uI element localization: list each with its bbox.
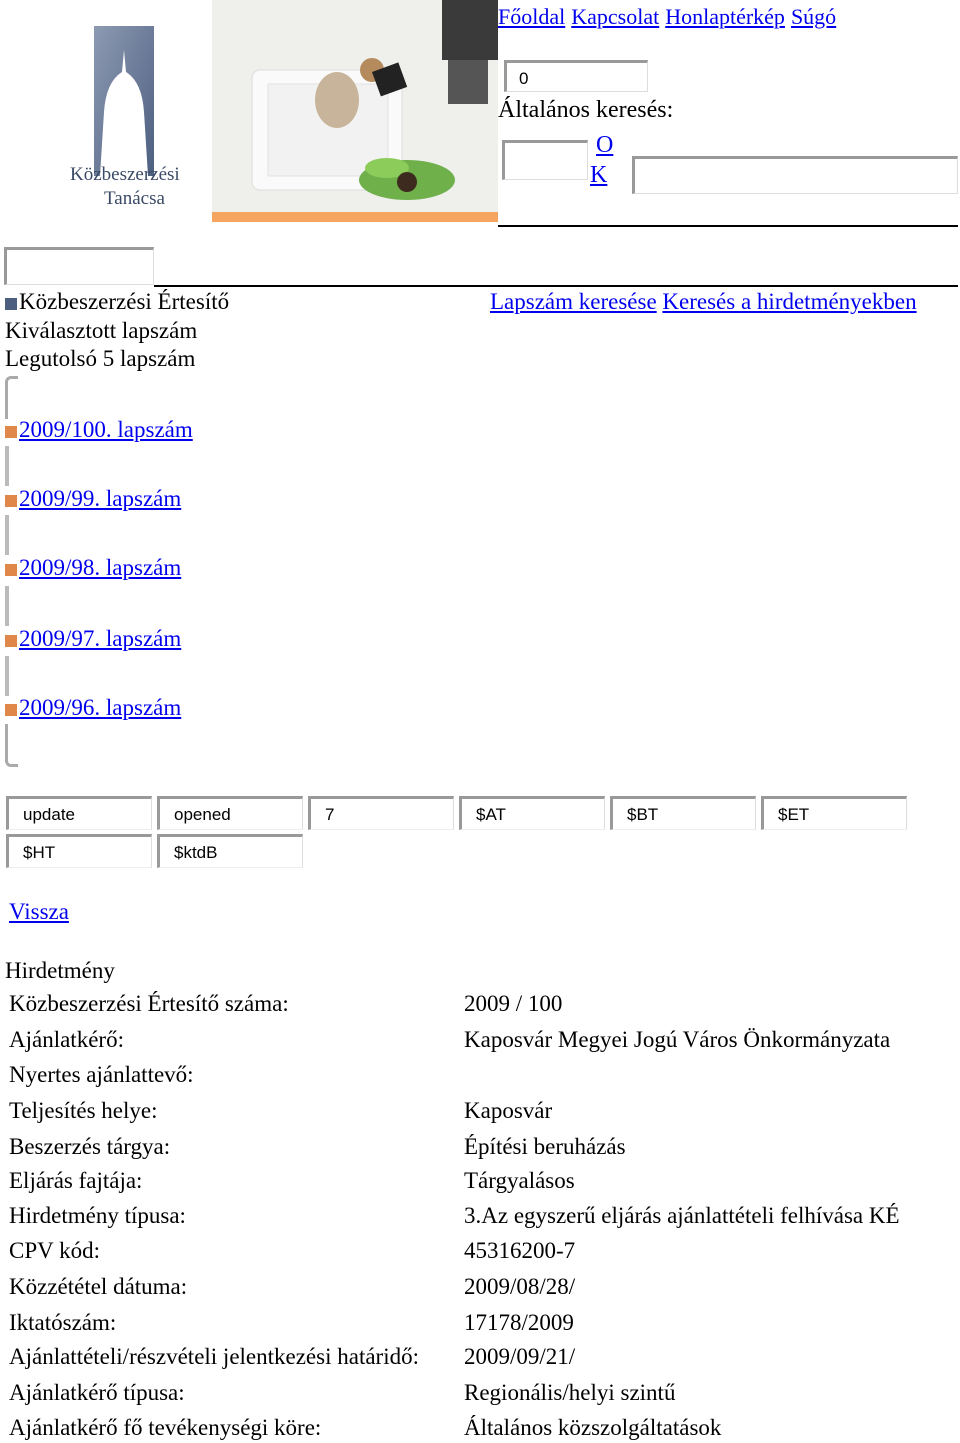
- svg-text:Tanácsa: Tanácsa: [104, 188, 165, 209]
- orange-bullet-icon: [5, 495, 17, 507]
- notice-label: Hirdetmény típusa:: [9, 1203, 186, 1228]
- section-links: [490, 289, 917, 315]
- notice-value: 3.Az egyszerű eljárás ajánlattételi felhívása KÉ: [464, 1203, 900, 1228]
- issue-link[interactable]: 2009/98. lapszám: [19, 555, 182, 580]
- office-scene-image: [212, 0, 498, 212]
- notice-value: Általános közszolgáltatások: [464, 1415, 722, 1440]
- ok-button[interactable]: O K: [590, 132, 614, 188]
- field-bt[interactable]: $BT: [610, 796, 756, 830]
- notice-value: Tárgyalásos: [464, 1168, 575, 1193]
- issue-item[interactable]: [5, 486, 181, 512]
- notice-value: Kaposvár: [464, 1098, 553, 1123]
- issue-link[interactable]: 2009/97. lapszám: [19, 626, 182, 651]
- search-input[interactable]: [502, 140, 588, 180]
- notice-label: Beszerzés tárgya:: [9, 1134, 171, 1159]
- notice-value: Regionális/helyi szintű: [464, 1380, 676, 1405]
- field-et[interactable]: $ET: [761, 796, 907, 830]
- field-at[interactable]: $AT: [459, 796, 605, 830]
- notice-heading: Hirdetmény: [5, 958, 115, 983]
- list-divider: [5, 656, 9, 696]
- left-input[interactable]: [4, 247, 154, 285]
- field-update[interactable]: update: [6, 796, 152, 830]
- issue-link[interactable]: 2009/96. lapszám: [19, 695, 182, 720]
- notice-value: 2009/09/21/: [464, 1344, 576, 1369]
- nav-sitemap-link[interactable]: Honlaptérkép: [665, 4, 785, 29]
- field-seven[interactable]: 7: [308, 796, 454, 830]
- notice-label: Ajánlattételi/részvételi jelentkezési határidő:: [9, 1344, 419, 1369]
- notice-value: 45316200-7: [464, 1238, 576, 1263]
- back-link-wrapper: [9, 899, 69, 925]
- notice-search-link[interactable]: Keresés a hirdetményekben: [662, 289, 917, 314]
- nav-help-link[interactable]: Súgó: [790, 4, 837, 29]
- notice-value: 2009 / 100: [464, 991, 563, 1016]
- notice-label: Ajánlatkérő fő tevékenységi köre:: [9, 1415, 322, 1440]
- orange-bullet-icon: [5, 564, 17, 576]
- banner-photo: [212, 0, 498, 222]
- notice-label: Teljesítés helye:: [9, 1098, 158, 1123]
- issue-search-link[interactable]: Lapszám keresése: [490, 289, 657, 314]
- orange-bullet-icon: [5, 704, 17, 716]
- field-opened[interactable]: opened: [157, 796, 303, 830]
- list-divider: [5, 586, 9, 626]
- notice-label: Nyertes ajánlattevő:: [9, 1062, 194, 1087]
- notice-label: CPV kód:: [9, 1238, 100, 1263]
- orange-bullet-icon: [5, 635, 17, 647]
- list-divider: [5, 515, 9, 555]
- notice-label: Ajánlatkérő típusa:: [9, 1380, 185, 1405]
- dome-logo-icon: [68, 22, 210, 210]
- notice-value: Építési beruházás: [464, 1134, 626, 1159]
- notice-label: Közbeszerzési Értesítő száma:: [9, 991, 289, 1016]
- section-divider: [154, 285, 958, 287]
- issue-item[interactable]: [5, 417, 193, 443]
- issue-link[interactable]: 2009/99. lapszám: [19, 486, 182, 511]
- back-link[interactable]: Vissza: [9, 899, 69, 924]
- search-label: Általános keresés:: [498, 97, 674, 123]
- issue-item[interactable]: [5, 555, 181, 581]
- top-nav: [498, 4, 842, 30]
- notice-label: Iktatószám:: [9, 1310, 117, 1335]
- search-divider: [498, 225, 958, 227]
- issue-item[interactable]: [5, 626, 181, 652]
- issue-link[interactable]: 2009/100. lapszám: [19, 417, 193, 442]
- nav-contact-link[interactable]: Kapcsolat: [571, 4, 660, 29]
- notice-label: Eljárás fajtája:: [9, 1168, 143, 1193]
- search-counter-value: 0: [519, 69, 529, 88]
- orange-bullet-icon: [5, 426, 17, 438]
- notice-value: 2009/08/28/: [464, 1274, 576, 1299]
- list-bracket-bottom: [5, 724, 18, 767]
- notice-label: Közzététel dátuma:: [9, 1274, 188, 1299]
- svg-text:Közbeszerzési: Közbeszerzési: [70, 164, 180, 185]
- notice-value: Kaposvár Megyei Jogú Város Önkormányzata: [464, 1027, 891, 1052]
- list-divider: [5, 446, 9, 486]
- field-ht[interactable]: $HT: [6, 834, 152, 868]
- logo-panel: [0, 0, 212, 222]
- notice-label: Ajánlatkérő:: [9, 1027, 124, 1052]
- notice-value: 17178/2009: [464, 1310, 574, 1335]
- square-bullet-icon: [5, 298, 17, 310]
- issue-item[interactable]: [5, 695, 181, 721]
- latest-issues-label: Legutolsó 5 lapszám: [5, 346, 196, 371]
- list-bracket-top: [5, 376, 18, 419]
- selected-issue-label: Kiválasztott lapszám: [5, 318, 198, 343]
- search-query-input[interactable]: [632, 156, 958, 194]
- search-counter-box: [504, 60, 648, 92]
- field-ktdb[interactable]: $ktdB: [157, 834, 303, 868]
- section-title: Közbeszerzési Értesítő: [5, 289, 229, 315]
- nav-home-link[interactable]: Főoldal: [498, 4, 566, 29]
